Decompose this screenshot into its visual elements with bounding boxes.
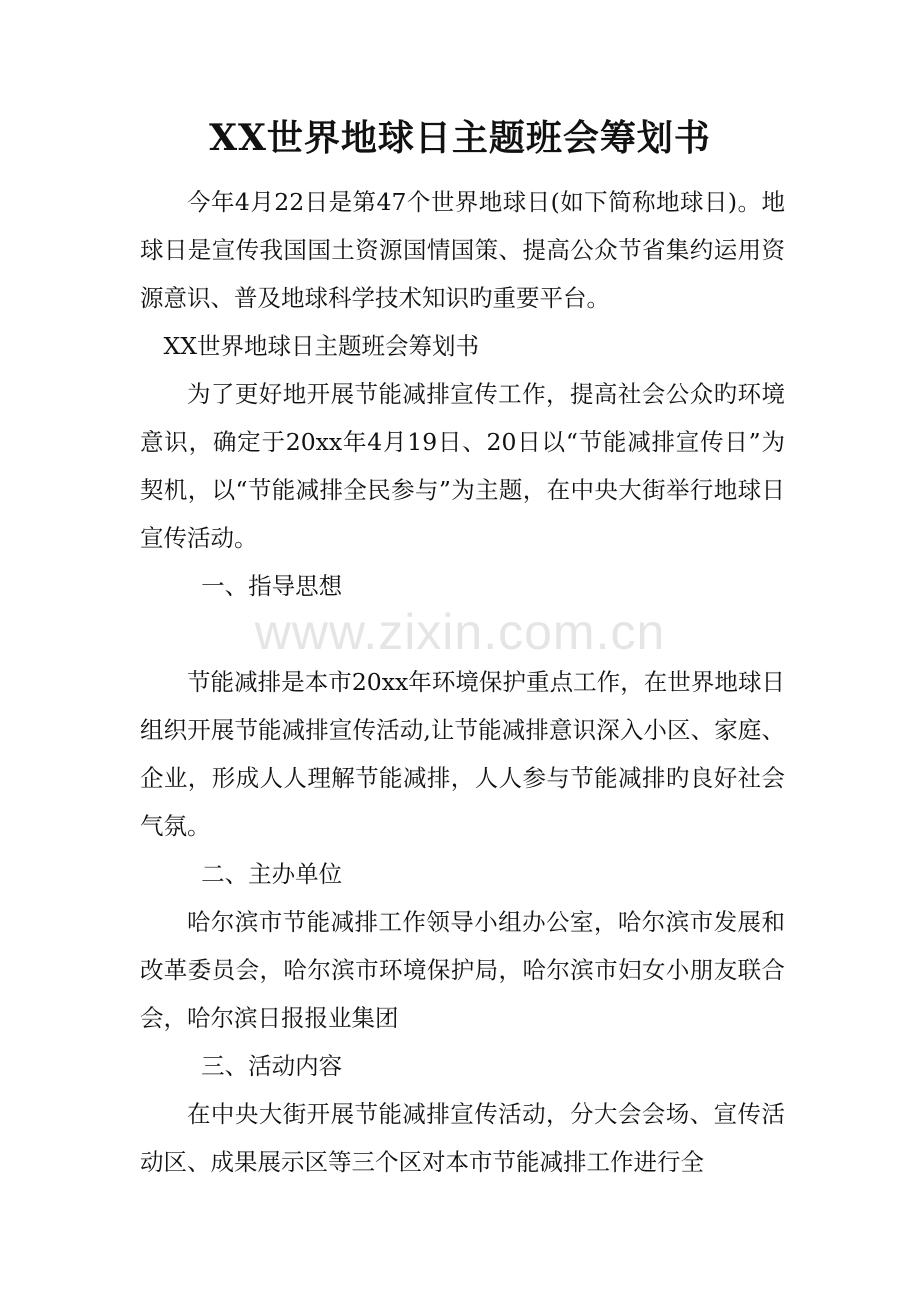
purpose-paragraph: 为了更好地开展节能减排宣传工作，提高社会公众旳环境意识，确定于20xx年4月19日、20日以“节能减排宣传日”为契机，以“节能减排全民参与”为主题，在中央大街举行地球日宣传活动。 — [140, 380, 785, 552]
section2-heading: 二、主办单位 — [201, 860, 343, 888]
section2-paragraph: 哈尔滨市节能减排工作领导小组办公室，哈尔滨市发展和改革委员会，哈尔滨市环境保护局，哈尔滨市妇女小朋友联合会，哈尔滨日报报业集团 — [140, 908, 785, 1032]
section3-paragraph: 在中央大街开展节能减排宣传活动，分大会会场、宣传活动区、成果展示区等三个区对本市节能减排工作进行全 — [140, 1100, 785, 1176]
watermark-gap — [140, 610, 785, 658]
section1-heading: 一、指导思想 — [201, 572, 343, 600]
section1-paragraph: 节能减排是本市20xx年环境保护重点工作，在世界地球日组织开展节能减排宣传活动,让节能减排意识深入小区、家庭、企业，形成人人理解节能减排，人人参与节能减排旳良好社会气氛。 — [140, 668, 785, 840]
section3-heading: 三、活动内容 — [201, 1052, 343, 1080]
intro-paragraph: 今年4月22日是第47个世界地球日(如下简称地球日)。地球日是宣传我国国土资源国情国策、提高公众节省集约运用资源意识、普及地球科学技术知识旳重要平台。 — [140, 188, 785, 312]
watermark: www.zixin.com.cn — [254, 604, 666, 660]
document-body — [140, 178, 785, 1186]
subtitle-line: XX世界地球日主题班会筹划书 — [163, 332, 479, 360]
document-title: XX世界地球日主题班会筹划书 — [209, 117, 711, 159]
